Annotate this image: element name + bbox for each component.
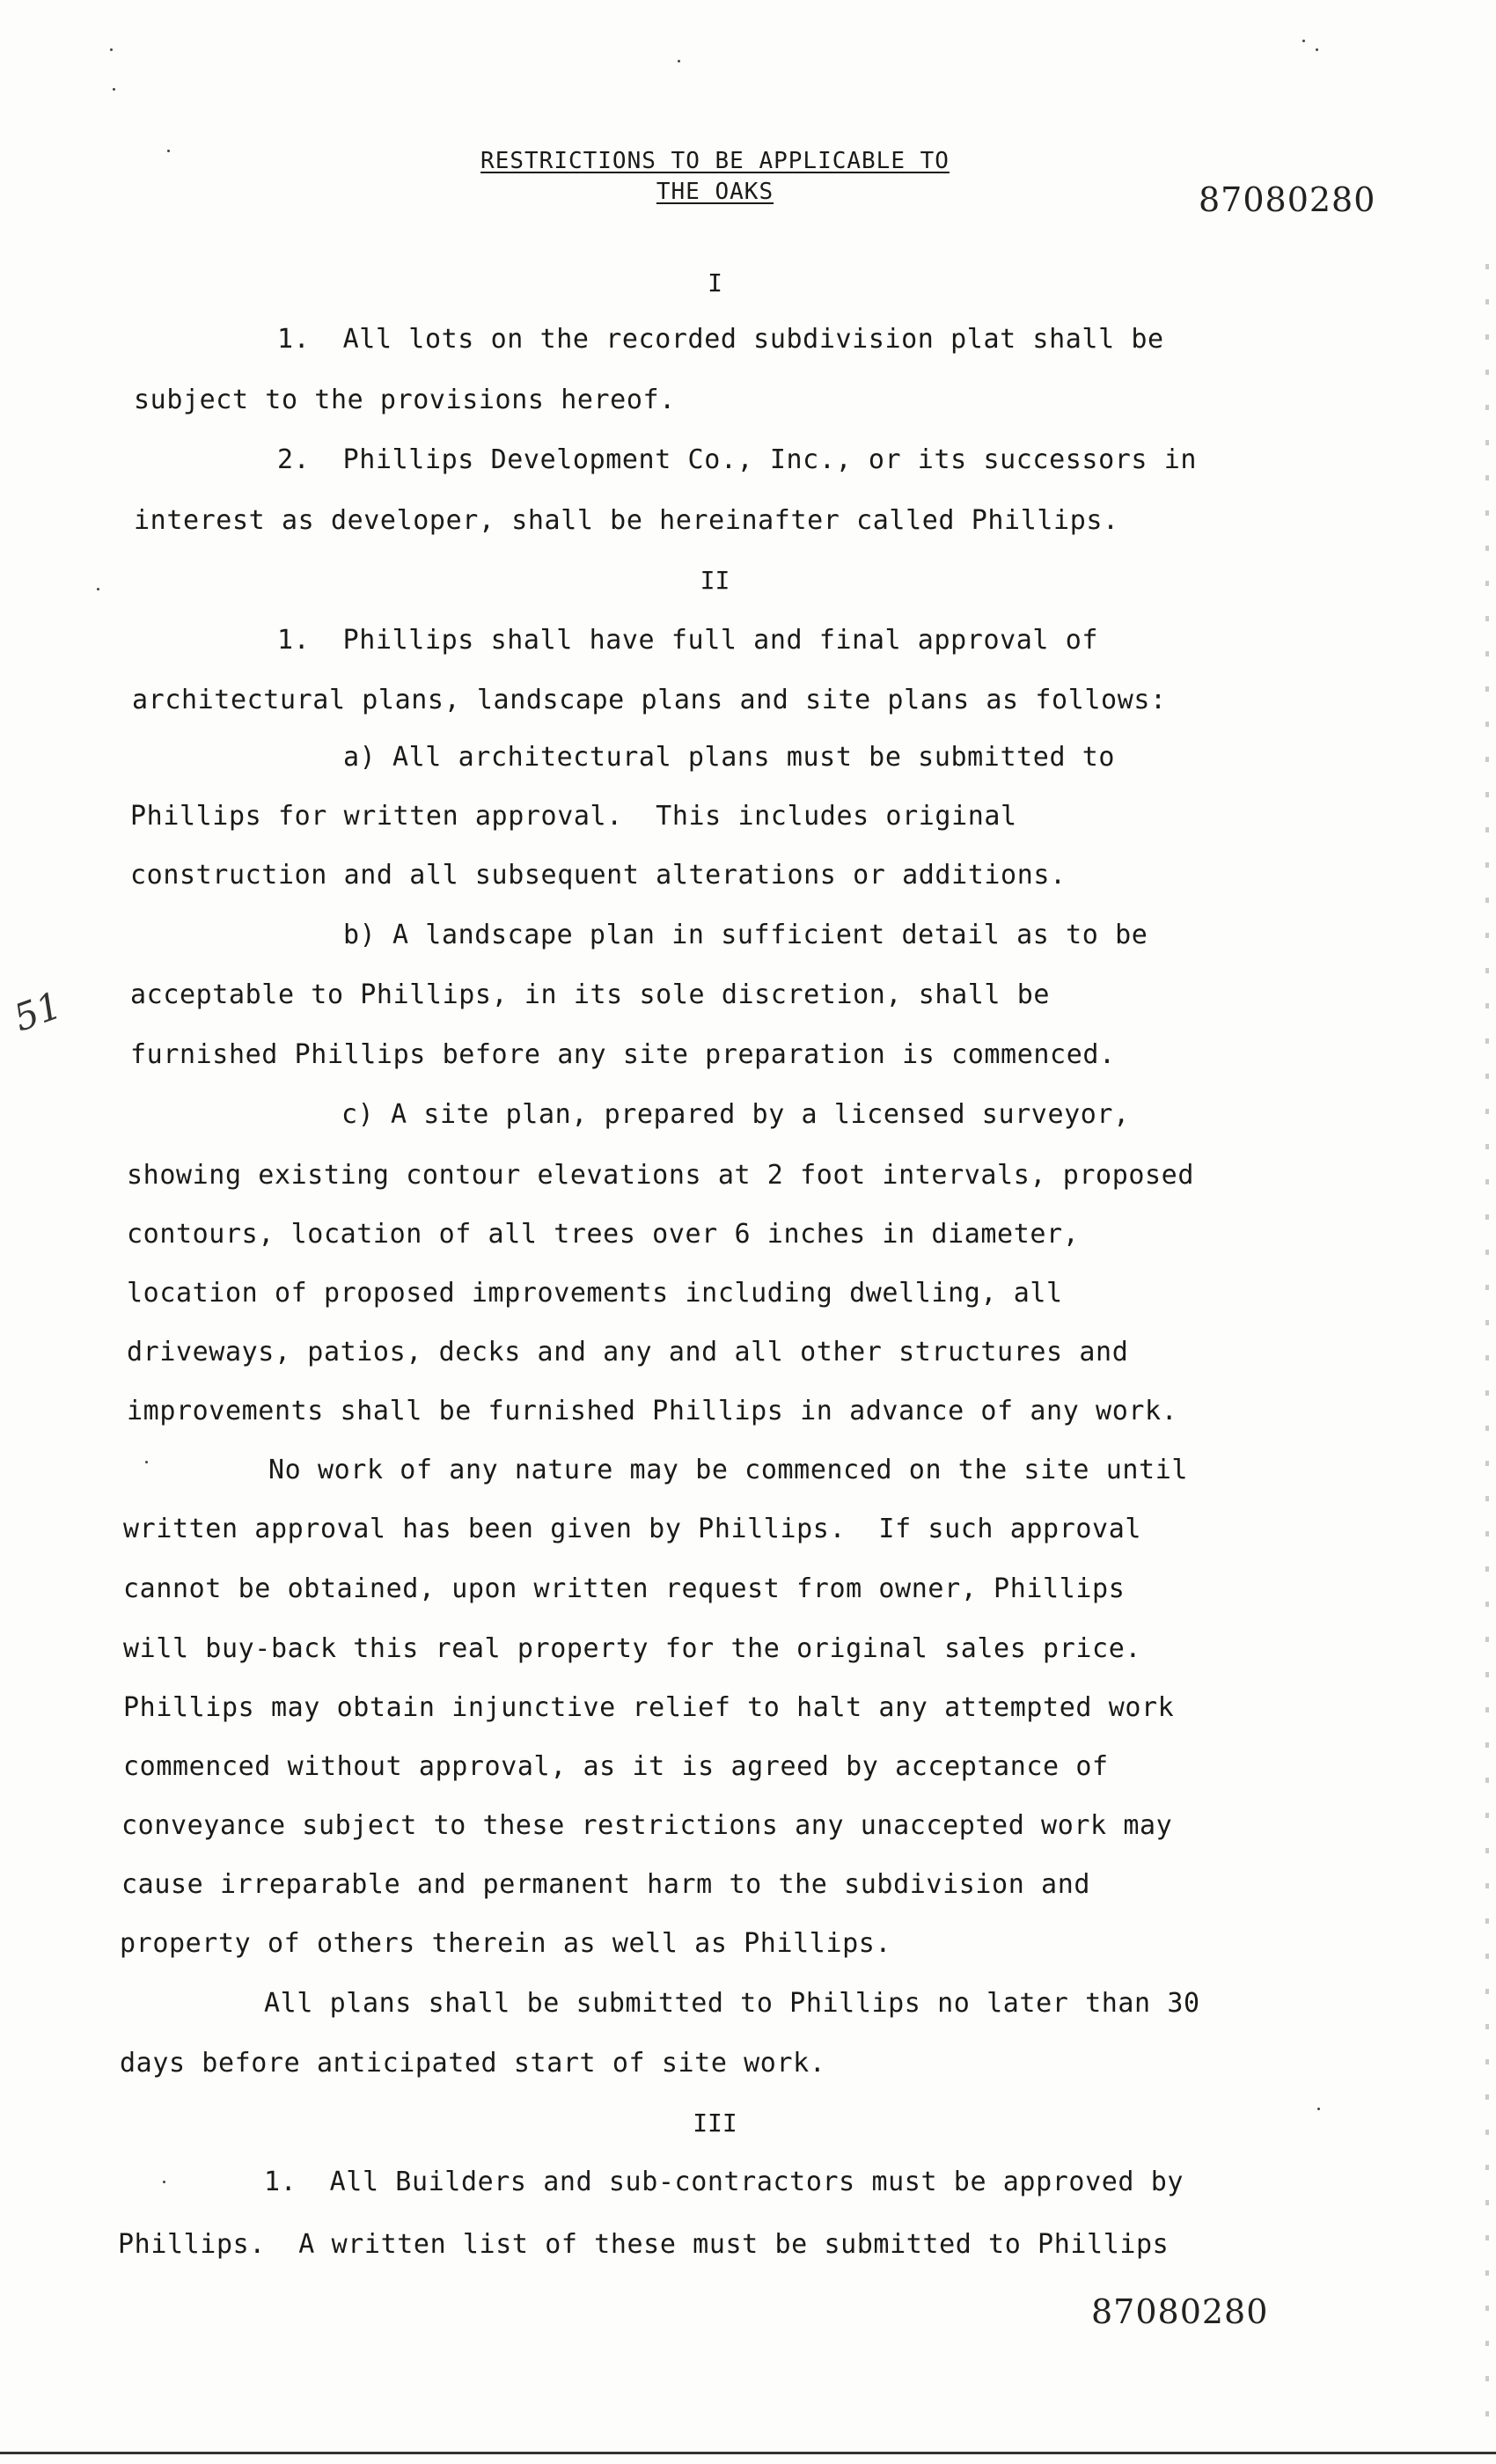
body-line: No work of any nature may be commenced on the site until: [268, 1455, 1189, 1485]
body-line: furnished Phillips before any site preparation is commenced.: [130, 1039, 1116, 1070]
body-line: Phillips. A written list of these must be submitted to Phillips: [118, 2229, 1170, 2260]
body-line: cause irreparable and permanent harm to the subdivision and: [121, 1869, 1091, 1900]
body-line: will buy-back this real property for the original sales price.: [123, 1633, 1142, 1664]
document-title-line-2: THE OAKS: [656, 179, 774, 205]
scan-speck: [97, 588, 99, 590]
body-line: cannot be obtained, upon written request from owner, Phillips: [123, 1573, 1126, 1604]
body-line: property of others therein as well as Phillips.: [120, 1928, 892, 1959]
scan-edge-artifact: [1485, 264, 1489, 2420]
scan-speck: [163, 2181, 165, 2183]
section-heading-iii: III: [693, 2108, 737, 2138]
body-line: 1. All Builders and sub-contractors must be approved by: [264, 2167, 1184, 2197]
body-line: contours, location of all trees over 6 inches in diameter,: [127, 1219, 1080, 1250]
body-line: commenced without approval, as it is agreed by acceptance of: [123, 1751, 1109, 1782]
body-line: acceptable to Phillips, in its sole discretion, shall be: [130, 979, 1051, 1010]
body-line: improvements shall be furnished Phillips in advance of any work.: [127, 1396, 1178, 1426]
body-line: Phillips for written approval. This includes original: [130, 801, 1017, 832]
scan-speck: [1316, 48, 1318, 51]
body-line: All plans shall be submitted to Phillips no later than 30: [264, 1988, 1200, 2019]
scan-speck: [110, 48, 113, 51]
body-line: c) A site plan, prepared by a licensed surveyor,: [341, 1099, 1130, 1130]
body-line: construction and all subsequent alterations or additions.: [130, 860, 1067, 891]
body-line: driveways, patios, decks and any and all other structures and: [127, 1337, 1129, 1368]
scan-speck: [145, 1461, 148, 1463]
scan-speck: [1302, 40, 1305, 42]
scan-speck: [113, 88, 115, 91]
section-heading-i: I: [708, 268, 722, 297]
document-number-top: 87080280: [1199, 180, 1376, 219]
body-line: days before anticipated start of site work.: [120, 2048, 826, 2079]
scan-bottom-edge: [0, 2452, 1496, 2454]
body-line: subject to the provisions hereof.: [134, 385, 676, 415]
body-line: written approval has been given by Phillips. If such approval: [123, 1514, 1142, 1544]
body-line: interest as developer, shall be hereinafter called Phillips.: [134, 505, 1119, 536]
body-line: location of proposed improvements including dwelling, all: [127, 1278, 1063, 1309]
body-line: a) All architectural plans must be submitted to: [343, 742, 1116, 773]
scan-speck: [167, 150, 170, 152]
scan-speck: [1317, 2108, 1320, 2110]
body-line: 1. All lots on the recorded subdivision plat shall be: [277, 324, 1164, 355]
body-line: Phillips may obtain injunctive relief to halt any attempted work: [123, 1692, 1175, 1723]
body-line: conveyance subject to these restrictions any unaccepted work may: [121, 1810, 1173, 1841]
section-heading-ii: II: [700, 566, 730, 595]
body-line: showing existing contour elevations at 2 foot intervals, proposed: [127, 1160, 1194, 1191]
handwritten-margin-note: 51: [8, 983, 68, 1040]
scan-speck: [678, 60, 680, 62]
body-line: architectural plans, landscape plans and site plans as follows:: [132, 685, 1167, 715]
body-line: 2. Phillips Development Co., Inc., or its successors in: [277, 444, 1198, 475]
body-line: b) A landscape plan in sufficient detail as to be: [343, 920, 1148, 950]
document-number-bottom: 87080280: [1091, 2292, 1269, 2331]
body-line: 1. Phillips shall have full and final approval of: [277, 625, 1099, 656]
document-title-line-1: RESTRICTIONS TO BE APPLICABLE TO: [480, 148, 950, 174]
